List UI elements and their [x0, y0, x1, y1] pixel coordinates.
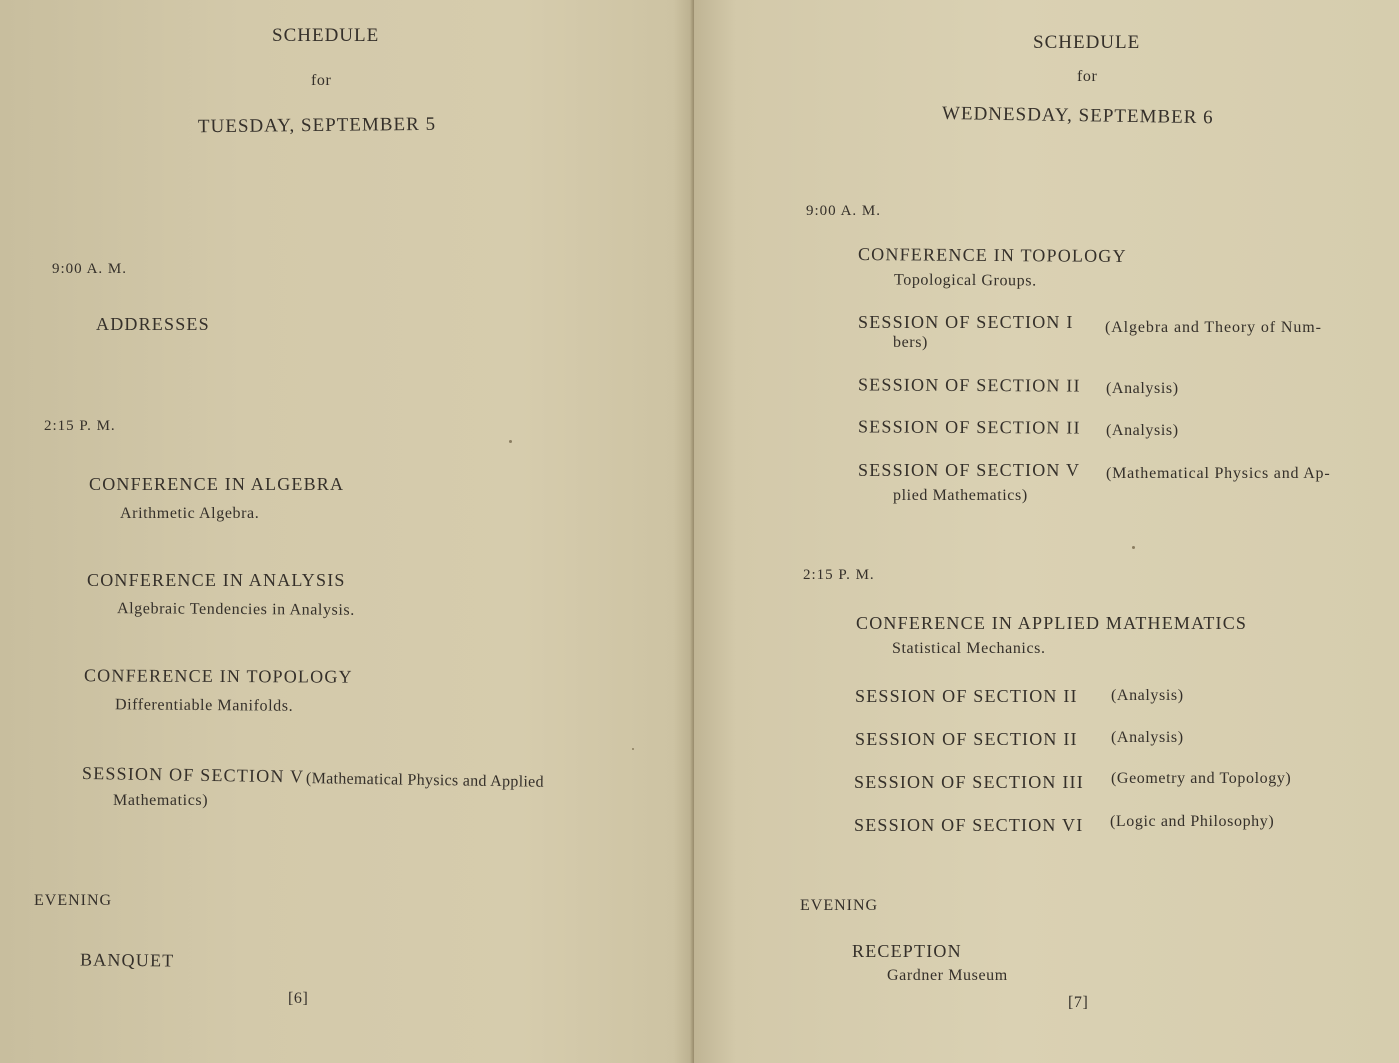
right-afternoon-item-title: SESSION OF SECTION III	[854, 772, 1084, 792]
right-afternoon-item-title: SESSION OF SECTION II	[855, 686, 1078, 706]
right-afternoon-item-subtitle: Statistical Mechanics.	[892, 640, 1046, 657]
left-evening-label: EVENING	[34, 892, 113, 909]
right-morning-item-title: SESSION OF SECTION V	[858, 460, 1081, 480]
right-morning-item-title: SESSION OF SECTION II	[857, 374, 1081, 396]
right-afternoon-item-note: (Geometry and Topology)	[1111, 770, 1292, 787]
left-schedule-heading: SCHEDULE	[272, 25, 380, 46]
right-evening-label: EVENING	[800, 897, 879, 914]
right-afternoon-item-note: (Logic and Philosophy)	[1110, 813, 1275, 830]
left-afternoon-item-title: CONFERENCE IN ANALYSIS	[87, 570, 346, 590]
right-morning-item-continuation: bers)	[893, 334, 928, 351]
right-morning-item-title: SESSION OF SECTION I	[858, 312, 1074, 332]
left-for-label: for	[311, 72, 332, 89]
left-page	[0, 0, 694, 1063]
paper-speck	[632, 748, 634, 750]
left-afternoon-time: 2:15 P. M.	[44, 418, 116, 434]
left-afternoon-item-continuation: Mathematics)	[113, 792, 209, 809]
right-page-number: [7]	[1068, 994, 1089, 1011]
right-afternoon-item-title: SESSION OF SECTION II	[855, 729, 1078, 749]
left-afternoon-item-title: CONFERENCE IN TOPOLOGY	[83, 665, 353, 687]
paper-speck	[1132, 546, 1135, 549]
right-morning-item-title: CONFERENCE IN TOPOLOGY	[857, 244, 1127, 266]
right-morning-item-subtitle: Topological Groups.	[893, 271, 1037, 290]
right-for-label: for	[1077, 68, 1098, 85]
right-afternoon-item-title: CONFERENCE IN APPLIED MATHEMATICS	[856, 613, 1248, 633]
right-morning-item-note: (Analysis)	[1106, 380, 1179, 397]
left-morning-time: 9:00 A. M.	[52, 261, 128, 277]
right-evening-item: RECEPTION	[852, 941, 962, 961]
paper-speck	[509, 440, 512, 443]
right-morning-item-continuation: plied Mathematics)	[893, 487, 1028, 504]
right-afternoon-time: 2:15 P. M.	[803, 567, 875, 583]
right-schedule-heading: SCHEDULE	[1033, 32, 1141, 53]
left-afternoon-item-subtitle: Arithmetic Algebra.	[120, 505, 260, 522]
left-afternoon-item-subtitle: Algebraic Tendencies in Analysis.	[116, 600, 355, 619]
left-morning-item: ADDRESSES	[96, 314, 210, 334]
right-afternoon-item-note: (Analysis)	[1111, 687, 1184, 704]
right-morning-item-note: (Analysis)	[1106, 422, 1179, 439]
left-evening-item: BANQUET	[79, 949, 175, 971]
right-afternoon-item-note: (Analysis)	[1111, 729, 1184, 746]
right-day-heading: WEDNESDAY, SEPTEMBER 6	[941, 103, 1214, 129]
left-afternoon-item-title: SESSION OF SECTION V	[81, 763, 305, 787]
right-morning-item-note: (Mathematical Physics and Ap-	[1106, 465, 1331, 482]
left-day-heading: TUESDAY, SEPTEMBER 5	[197, 113, 437, 138]
left-page-number: [6]	[288, 990, 309, 1007]
left-afternoon-item-title: CONFERENCE IN ALGEBRA	[89, 474, 345, 494]
right-morning-time: 9:00 A. M.	[806, 203, 882, 219]
right-evening-subtitle: Gardner Museum	[887, 967, 1008, 984]
right-morning-item-title: SESSION OF SECTION II	[857, 416, 1081, 438]
right-morning-item-note: (Algebra and Theory of Num-	[1105, 319, 1322, 336]
left-afternoon-item-subtitle: Differentiable Manifolds.	[114, 696, 294, 715]
right-afternoon-item-title: SESSION OF SECTION VI	[854, 815, 1084, 835]
left-afternoon-item-note: (Mathematical Physics and Applied	[305, 770, 544, 791]
right-page	[694, 0, 1399, 1063]
